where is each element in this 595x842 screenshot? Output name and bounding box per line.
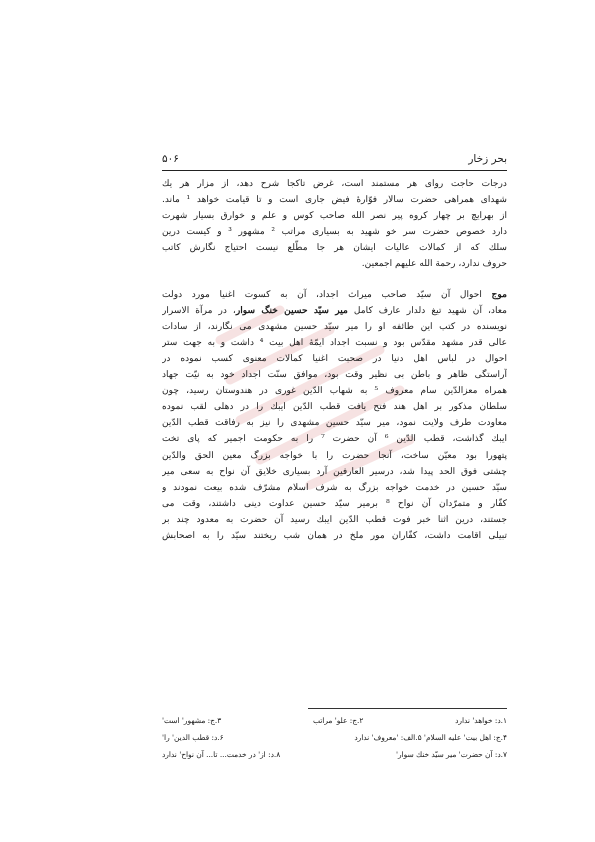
text-line: ایبك گذاشت، قطب الدّین ⁶ آن حضرت ⁷ را به حکومت اجمیر که پای تخت <box>162 434 507 445</box>
footnote-row <box>162 746 507 763</box>
text-run: ، در مرآة الاسرار <box>162 305 236 316</box>
footnote: ۲.ج: علو' مراتب <box>312 716 364 725</box>
text-line: آراستگی ظاهر و باطن بی نظیر وقت بود، موافق سنّت اجداد خود به نیّت جهاد <box>162 370 507 381</box>
main-text <box>162 176 507 544</box>
footnotes <box>162 712 507 763</box>
text-line: کفّار و متمرّدان آن نواح ⁸ برمیر سیّد حسین عداوت دینی داشتند، وقت می <box>162 498 507 509</box>
footnote: ۱.د: خواهد' ندارد <box>455 716 507 725</box>
text-line: درجات حاجت روای هر مستمند است، غرض تاکجا شرح دهد، از مزار هر یك <box>162 179 507 189</box>
footnote: ۷.د: آن حضرت' میر سیّد خنك سوار' <box>396 750 507 759</box>
text-line <box>162 287 507 303</box>
text-line: جستند، درین اثنا خبر فوت قطب الدّین ایبك رسید آن حضرت به معدود چند بر <box>162 514 507 525</box>
footnote-rule <box>308 708 507 709</box>
footnote: ۸.د: از' در خدمت... تا... آن نواح' ندارد <box>162 750 281 759</box>
text-line: سیّد حسین در خدمت خواجه بزرگ به شرف اسلام مشرّف شده بیعت نمودند و <box>162 482 507 493</box>
text-line: حروف ندارد، رحمة الله علیهم اجمعین. <box>361 259 507 270</box>
text-line <box>162 303 507 319</box>
running-header <box>162 153 507 169</box>
text-line: عالی قدر مشهد مقدّس بود و نسبت اجداد ایمّهٔ اهل بیت ⁴ داشت و به جهت ستر <box>162 337 507 348</box>
text-line: دارد خصوص حضرت سر خو شهید به بسیاری مراتب ² مشهور ³ و کیست درین <box>162 227 507 238</box>
text-run: معاد، آن شهید تیغ دلدار عارف کامل <box>347 305 507 316</box>
page-number: ۵۰۶ <box>162 153 179 165</box>
section-heading: موج <box>491 288 507 300</box>
running-title: بحر زخار <box>468 153 507 165</box>
footnote: ۴.ج: اهل بیت' علیه السلام' ۵.الف: 'معروف' ندارد <box>354 733 507 742</box>
text-line: سلك که از کمالات عالیات ایشان هر جا مطّلع نیست احتیاج نگارش کاتب <box>162 243 507 254</box>
text-line: همراه معزالدّین سام معروف ⁵ به شهاب الدّین غوری در هندوستان رسید، چون <box>162 386 507 397</box>
text-line: پتهورا بود معیّن ساخت، آنجا حضرت را با خواجه بزرگ معین الحق والدّین <box>162 450 507 461</box>
footnote-row <box>162 729 507 746</box>
text-run: احوال آن سیّد صاحب میراث اجداد، آن به کسوت اغنیا مورد دولت <box>162 289 492 300</box>
text-line: نویسنده در کتب این طائفه او را میر سیّد حسین مشهدی می نگارند، از سادات <box>162 321 507 332</box>
text-line: سلطان مذکور بر اهل هند فتح یافت قطب الدّین ایبك را در دهلی لقب نموده <box>162 402 507 413</box>
text-line: چشتی فوق الحد پیدا شد، درسیر العارفین آرد بسیاری خلایق آن نواح به سعی میر <box>162 466 507 477</box>
footnote: ۶.د: قطب الدین' را' <box>162 733 224 742</box>
footnote: ۳.ج: مشهور' است' <box>162 716 222 725</box>
text-line: احوال در لباس اهل دنیا در صحبت اغنیا کمالات معنوی کسب نموده در <box>162 353 507 364</box>
footnote-row <box>162 712 507 729</box>
header-rule <box>162 170 507 171</box>
text-line: معاودت طرف ولایت نمود، میر سیّد حسین مشهدی را نیز به رفاقت قطب الدّین <box>162 418 507 429</box>
text-line: شهدای همراهی حضرت سالار فوّارهٔ فیض جاری است و تا قیامت خواهد ¹ ماند. <box>162 195 507 206</box>
text-line: تبیلی اقامت داشت، کفّاران مور ملخ در همان شب ریختند سیّد را به اصحابش <box>162 530 507 541</box>
person-name: میر سیّد حسین خنگ سوار <box>235 304 348 316</box>
text-line: از بهرایچ بر چهار کروه پیر نصر الله صاحب کوس و علم و خوارق بسیار شهرت <box>162 211 507 222</box>
